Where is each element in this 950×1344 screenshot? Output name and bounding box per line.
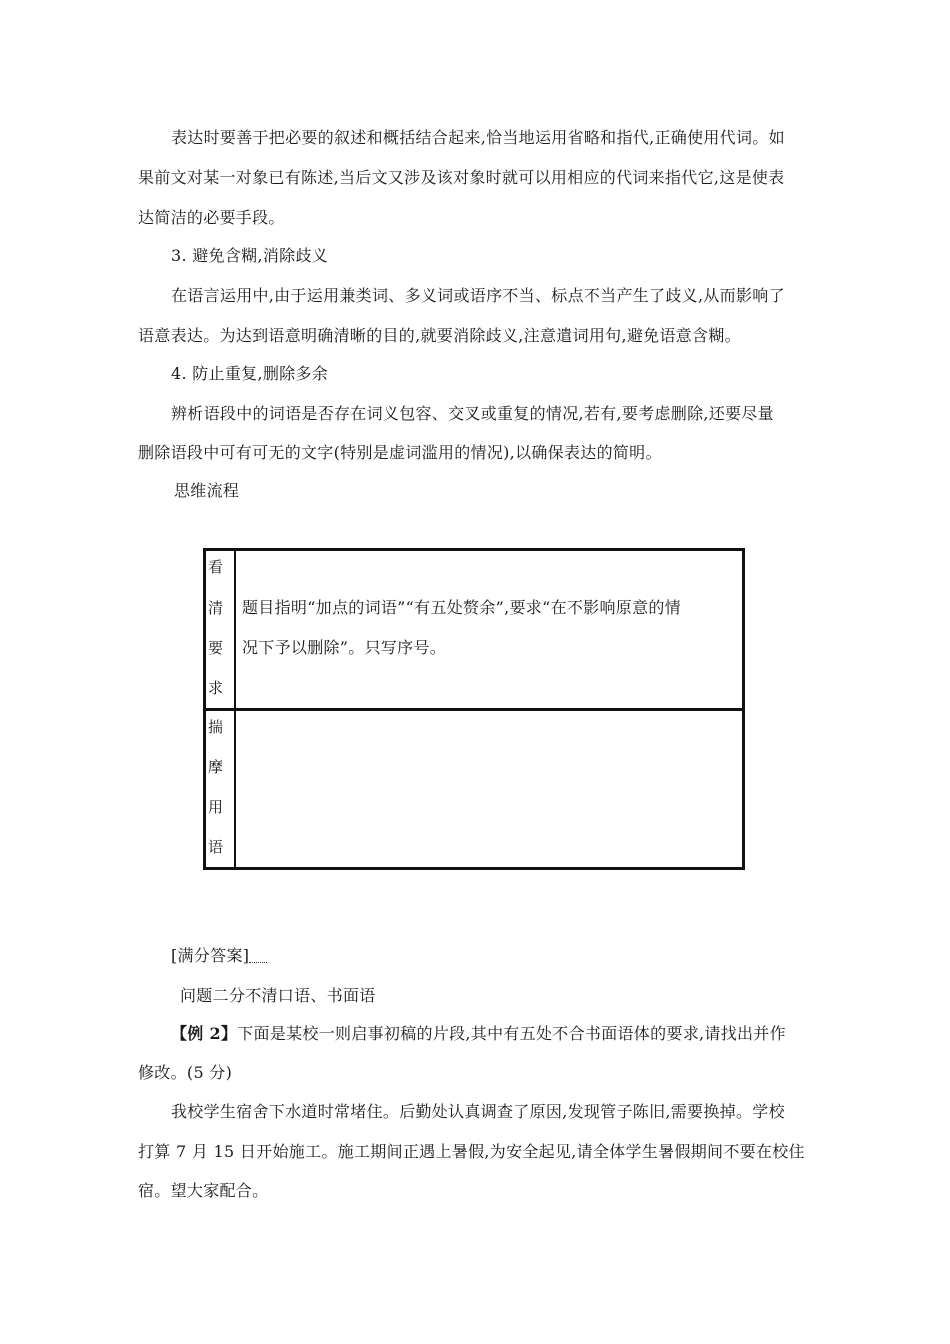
answer-blank — [249, 962, 267, 963]
label-char: 求 — [208, 679, 224, 697]
label-char: 看 — [208, 558, 224, 576]
flow-title: 思维流程 — [174, 481, 240, 500]
example-line: 修改。(5 分) — [138, 1063, 233, 1082]
flow-row-wording — [206, 711, 742, 867]
flow-content-line: 题目指明“加点的词语”“有五处赘余”,要求“在不影响原意的情 — [242, 598, 681, 617]
notice-line: 我校学生宿舍下水道时常堵住。后勤处认真调查了原因,发现管子陈旧,需要换掉。学校 — [171, 1102, 785, 1121]
flow-label-cell — [206, 711, 236, 867]
paragraph-line: 表达时要善于把必要的叙述和概括结合起来,恰当地运用省略和指代,正确使用代词。如 — [171, 128, 785, 147]
paragraph-line: 辨析语段中的词语是否存在词义包容、交叉或重复的情况,若有,要考虑删除,还要尽量 — [171, 404, 774, 423]
problem-title: 问题二分不清口语、书面语 — [180, 986, 376, 1005]
flow-label-cell — [206, 551, 236, 708]
thinking-flow-table — [203, 548, 745, 870]
label-char: 用 — [208, 798, 224, 816]
flow-row-requirements — [206, 551, 742, 711]
paragraph-line: 果前文对某一对象已有陈述,当后文又涉及该对象时就可以用相应的代词来指代它,这是使表 — [138, 168, 785, 187]
paragraph-line: 语意表达。为达到语意明确清晰的目的,就要消除歧义,注意遣词用句,避免语意含糊。 — [138, 326, 741, 345]
paragraph-line: 在语言运用中,由于运用兼类词、多义词或语序不当、标点不当产生了歧义,从而影响了 — [171, 286, 785, 305]
label-char: 语 — [208, 838, 224, 856]
answer-label: [满分答案] — [171, 946, 851, 966]
label-char: 要 — [208, 639, 224, 657]
example-tag: 【例 2】 — [171, 1024, 238, 1043]
label-char: 清 — [208, 599, 224, 617]
section-heading-3: 3. 避免含糊,消除歧义 — [171, 246, 329, 265]
label-char: 摩 — [208, 758, 224, 776]
notice-line: 打算 7 月 15 日开始施工。施工期间正遇上暑假,为安全起见,请全体学生暑假期间不要在校住 — [138, 1142, 805, 1161]
notice-line: 宿。望大家配合。 — [138, 1181, 269, 1200]
flow-content-line: 况下予以删除”。只写序号。 — [242, 638, 447, 657]
paragraph-line: 达简洁的必要手段。 — [138, 208, 285, 227]
paragraph-line: 删除语段中可有可无的文字(特别是虚词滥用的情况),以确保表达的简明。 — [138, 443, 662, 462]
label-char: 揣 — [208, 718, 224, 736]
example-line: 【例 2】下面是某校一则启事初稿的片段,其中有五处不合书面语体的要求,请找出并作 — [171, 1024, 786, 1043]
flow-content-cell — [242, 588, 736, 668]
section-heading-4: 4. 防止重复,删除多余 — [171, 364, 329, 383]
